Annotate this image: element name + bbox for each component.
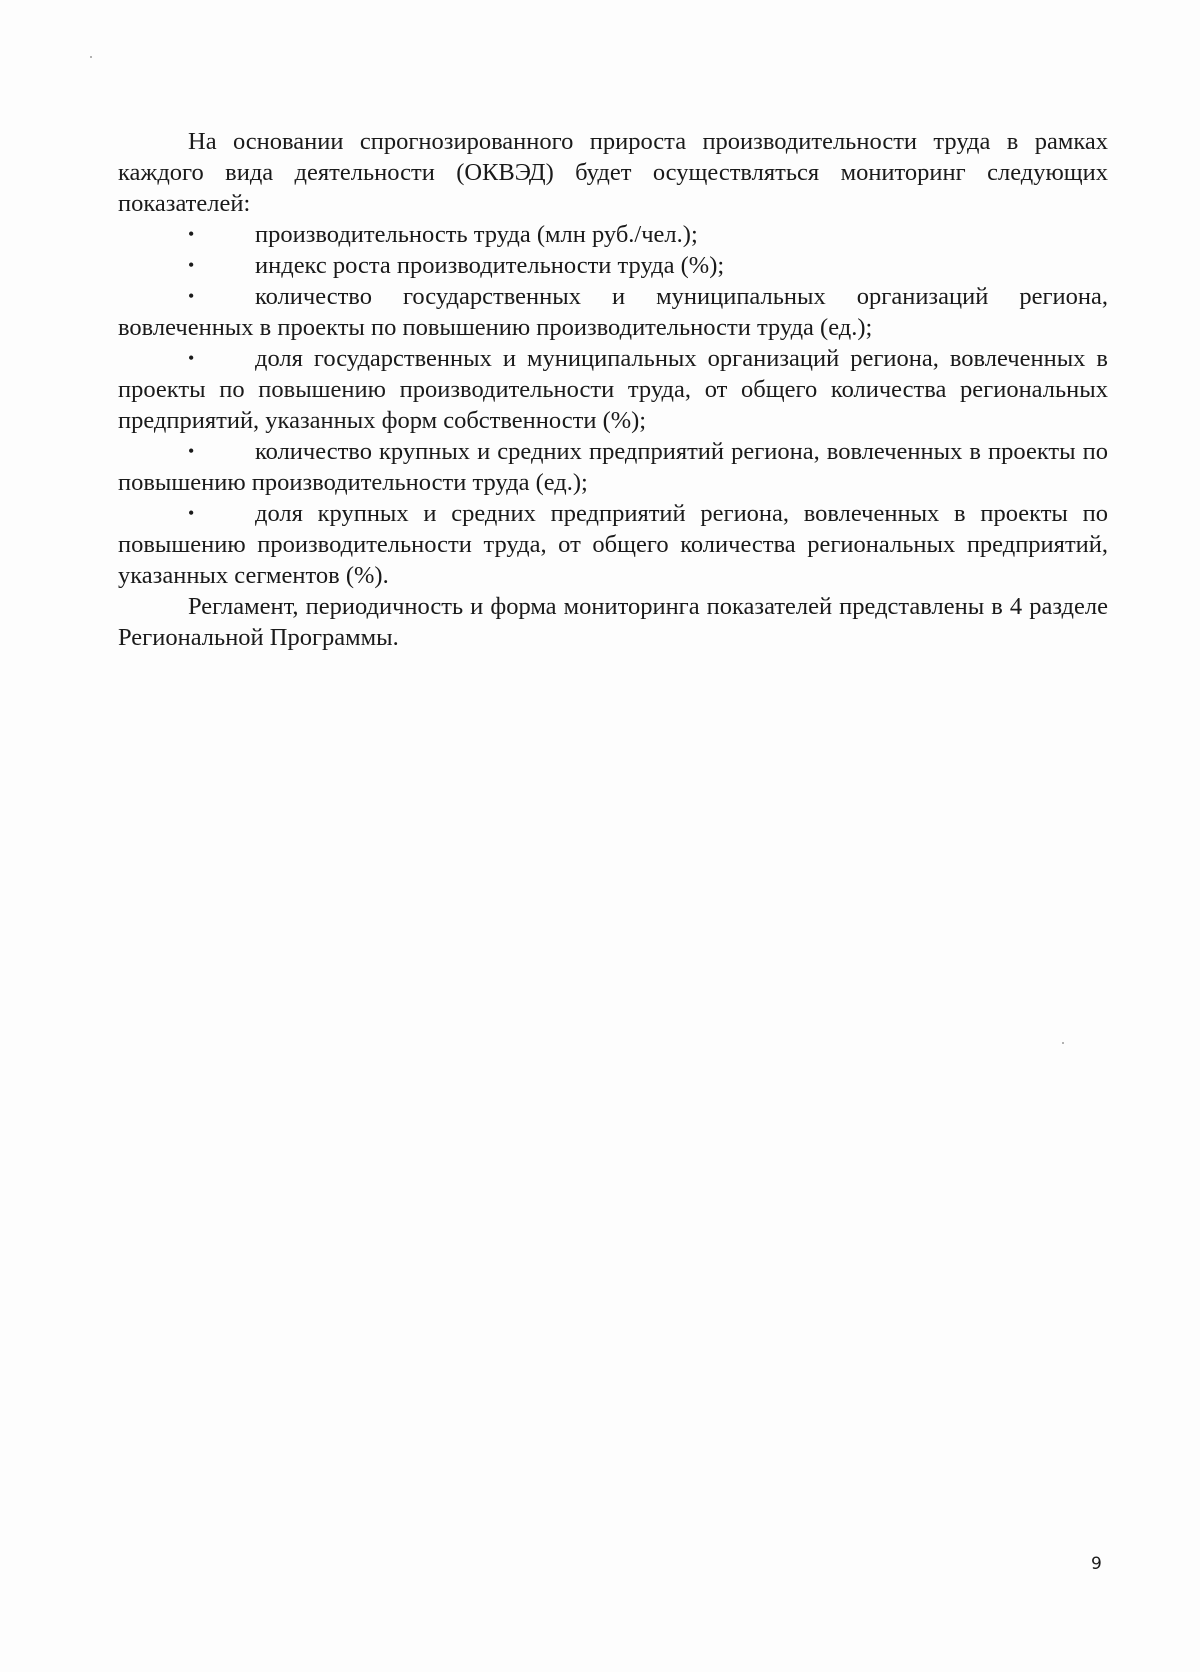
bullet-icon: • bbox=[188, 503, 195, 523]
scan-speck bbox=[90, 56, 92, 58]
document-body bbox=[118, 126, 1108, 653]
bullet-icon: • bbox=[188, 224, 195, 244]
intro-paragraph: На основании спрогнозированного прироста производительности труда в рамках каждого вида деятельности (ОКВЭД) будет осуществляться мониторинг следующих показателей: bbox=[118, 128, 1108, 217]
bullet-icon: • bbox=[188, 441, 195, 461]
list-item-text: доля государственных и муниципальных организаций региона, вовлеченных в проекты по повышению производительности труда, от общего количества региональных предприятий, указанных форм собственности (%); bbox=[118, 345, 1108, 434]
bullet-icon: • bbox=[188, 286, 195, 306]
list-item bbox=[118, 219, 1108, 250]
list-item-text: доля крупных и средних предприятий региона, вовлеченных в проекты по повышению производительности труда, от общего количества региональных предприятий, указанных сегментов (%). bbox=[118, 500, 1108, 589]
list-item-text: количество крупных и средних предприятий региона, вовлеченных в проекты по повышению производительности труда (ед.); bbox=[118, 438, 1108, 496]
bullet-icon: • bbox=[188, 255, 195, 275]
page-number: 9 bbox=[1091, 1554, 1102, 1574]
indicator-list bbox=[118, 219, 1108, 591]
list-item-text: количество государственных и муниципальных организаций региона, вовлеченных в проекты по повышению производительности труда (ед.); bbox=[118, 283, 1108, 341]
list-item bbox=[118, 498, 1108, 591]
list-item bbox=[118, 343, 1108, 436]
list-item bbox=[118, 250, 1108, 281]
list-item bbox=[118, 436, 1108, 498]
closing-paragraph: Регламент, периодичность и форма мониторинга показателей представлены в 4 разделе Региональной Программы. bbox=[118, 593, 1108, 651]
list-item-text: индекс роста производительности труда (%); bbox=[255, 252, 725, 279]
scan-speck bbox=[1062, 1042, 1064, 1044]
list-item bbox=[118, 281, 1108, 343]
bullet-icon: • bbox=[188, 348, 195, 368]
list-item-text: производительность труда (млн руб./чел.); bbox=[255, 221, 698, 248]
